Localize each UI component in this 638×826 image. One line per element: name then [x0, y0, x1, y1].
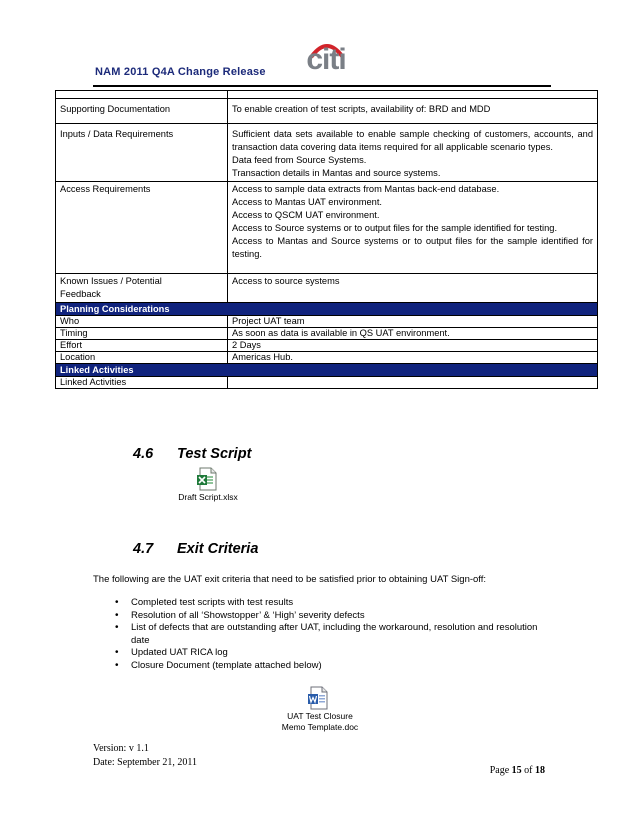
row-label: Known Issues / Potential Feedback [56, 274, 228, 303]
attachment-caption[interactable]: Draft Script.xlsx [178, 492, 238, 502]
row-value: To enable creation of test scripts, availability of: BRD and MDD [228, 99, 598, 124]
uat-specification-table [55, 90, 598, 389]
attachment-caption[interactable]: UAT Test Closure Memo Template.doc [281, 711, 359, 732]
table-row [56, 316, 598, 328]
row-label: Effort [56, 340, 228, 352]
row-value: As soon as data is available in QS UAT environment. [228, 328, 598, 340]
row-label: Inputs / Data Requirements [56, 124, 228, 182]
table-row [56, 99, 598, 124]
table-row [56, 352, 598, 364]
row-value [228, 377, 598, 389]
table-row [56, 274, 598, 303]
list-item: • List of defects that are outstanding after UAT, including the workaround, resolution and resolution date [115, 622, 545, 647]
row-value: Americas Hub. [228, 352, 598, 364]
table-row [56, 377, 598, 389]
section-heading-4-7 [133, 541, 258, 557]
document-header-title: NAM 2011 Q4A Change Release [95, 66, 266, 78]
word-file-icon[interactable] [308, 686, 330, 710]
page-number: Page 15 of 18 [489, 765, 545, 776]
row-value: Access to sample data extracts from Mantas back-end database. Access to Mantas UAT environment. Access to QSCM UAT environment. Access to Source systems or to output files for the sample identified for testing. Access to Mantas and Source systems or to output files for the sample identified for testing. [228, 182, 598, 274]
linked-activities-header: Linked Activities [56, 364, 598, 377]
table-row [56, 124, 598, 182]
section-heading-4-6 [133, 446, 251, 462]
row-label: Linked Activities [56, 377, 228, 389]
section-number: 4.7 [133, 541, 154, 557]
table-row [56, 182, 598, 274]
row-value: Sufficient data sets available to enable sample checking of customers, accounts, and transaction data covering data items required for all applicable scenario types. Data feed from Source Systems. Transaction details in Mantas and source systems. [228, 124, 598, 182]
header-divider [93, 85, 551, 87]
list-item: • Resolution of all ‘Showstopper’ & ‘High’ severity defects [115, 610, 545, 623]
section-title: Exit Criteria [177, 541, 259, 557]
version-text: Version: v 1.1 [93, 743, 149, 754]
row-value: 2 Days [228, 340, 598, 352]
exit-criteria-list [115, 597, 545, 673]
citi-logo-text: citi [306, 43, 346, 76]
row-label: Access Requirements [56, 182, 228, 274]
row-label: Who [56, 316, 228, 328]
citi-logo [296, 40, 356, 74]
section-number: 4.6 [133, 446, 154, 462]
table-row [56, 91, 598, 99]
date-text: Date: September 21, 2011 [93, 757, 198, 768]
section-title: Test Script [177, 446, 252, 462]
list-item: • Completed test scripts with test results [115, 597, 545, 610]
row-label: Supporting Documentation [56, 99, 228, 124]
row-value: Project UAT team [228, 316, 598, 328]
table-row [56, 328, 598, 340]
row-value: Access to source systems [228, 274, 598, 303]
list-item: • Closure Document (template attached below) [115, 660, 545, 673]
table-row [56, 340, 598, 352]
document-footer [93, 742, 197, 770]
exit-criteria-intro: The following are the UAT exit criteria that need to be satisfied prior to obtaining UAT Sign-off: [93, 574, 487, 585]
row-label: Location [56, 352, 228, 364]
list-item: • Updated UAT RICA log [115, 647, 545, 660]
row-label: Timing [56, 328, 228, 340]
excel-file-icon[interactable] [197, 467, 219, 491]
planning-considerations-header: Planning Considerations [56, 303, 598, 316]
